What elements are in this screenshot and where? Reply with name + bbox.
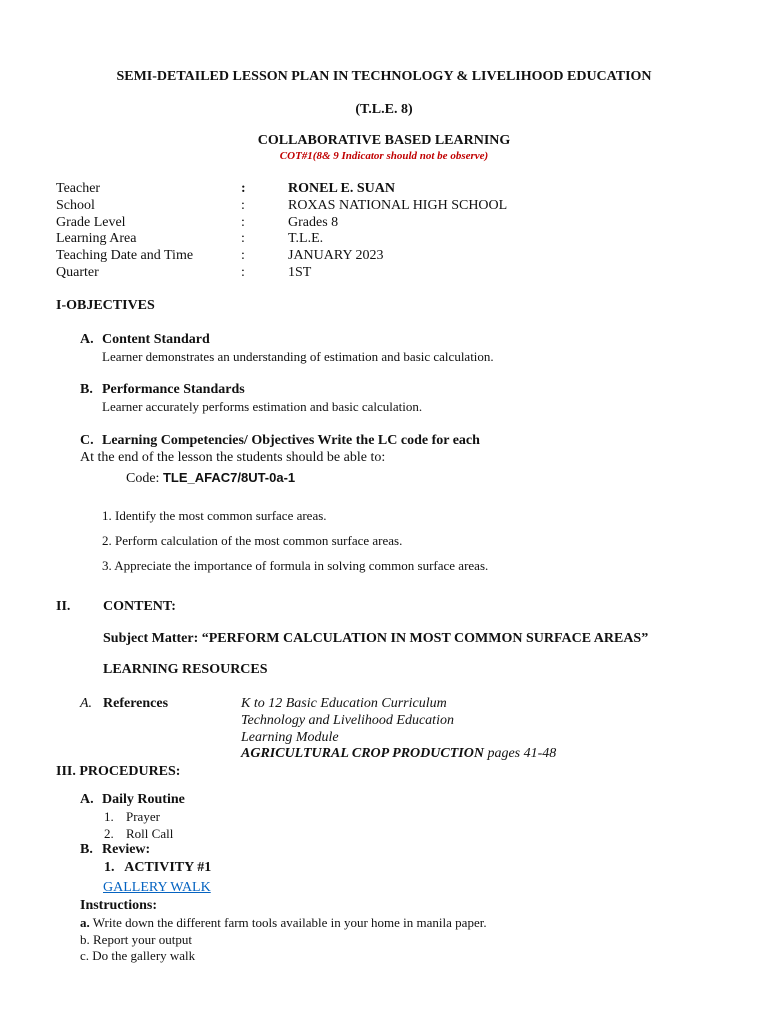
- info-value-area: T.L.E.: [288, 231, 324, 246]
- reference-book-title: AGRICULTURAL CROP PRODUCTION: [241, 746, 484, 761]
- gallery-walk-link[interactable]: GALLERY WALK: [103, 880, 211, 895]
- reference-book: [241, 746, 556, 762]
- routine-number: 1.: [104, 809, 114, 824]
- info-value-date: JANUARY 2023: [288, 248, 384, 263]
- objective-item: 1. Identify the most common surface areas.: [102, 508, 327, 523]
- competencies-intro: At the end of the lesson the students should be able to:: [80, 450, 386, 465]
- list-marker: B.: [80, 842, 93, 857]
- routine-item-prayer: Prayer: [126, 809, 160, 824]
- info-value-school: ROXAS NATIONAL HIGH SCHOOL: [288, 198, 508, 213]
- lc-code: TLE_AFAC7/8UT-0a-1: [162, 470, 296, 485]
- subject-matter-label: Subject Matter:: [103, 631, 199, 646]
- approach-heading: COLLABORATIVE BASED LEARNING: [257, 133, 511, 148]
- list-marker: A.: [80, 696, 93, 711]
- info-label: School: [56, 198, 95, 213]
- objective-item: 2. Perform calculation of the most common surface areas.: [102, 533, 403, 548]
- instruction-item: [80, 915, 487, 931]
- references-label: References: [103, 696, 169, 711]
- info-separator: :: [241, 248, 245, 263]
- content-heading: CONTENT:: [103, 599, 176, 614]
- info-separator: :: [241, 231, 245, 246]
- content-standard-heading: Content Standard: [102, 332, 210, 347]
- review-heading: Review:: [102, 842, 151, 857]
- list-marker: B.: [80, 382, 93, 397]
- list-marker: A.: [80, 332, 94, 347]
- info-separator: :: [241, 265, 245, 280]
- competencies-heading: Learning Competencies/ Objectives Write the LC code for each: [102, 433, 480, 448]
- reference-line: K to 12 Basic Education Curriculum: [241, 696, 447, 711]
- instructions-heading: Instructions:: [80, 898, 158, 913]
- info-separator: :: [241, 198, 245, 213]
- activity-heading: 1. ACTIVITY #1: [104, 860, 212, 875]
- code-row: [126, 470, 295, 487]
- learning-resources-heading: LEARNING RESOURCES: [103, 662, 268, 677]
- document-subtitle: (T.L.E. 8): [355, 102, 413, 117]
- info-label: Teacher: [56, 181, 101, 196]
- content-standard-text: Learner demonstrates an understanding of estimation and basic calculation.: [102, 349, 494, 364]
- info-label: Grade Level: [56, 215, 126, 230]
- reference-line: Technology and Livelihood Education: [241, 713, 454, 728]
- performance-standards-text: Learner accurately performs estimation and basic calculation.: [102, 399, 423, 414]
- instruction-text: Do the gallery walk: [92, 948, 196, 963]
- reference-line: Learning Module: [241, 730, 339, 745]
- list-marker: C.: [80, 433, 94, 448]
- info-label: Learning Area: [56, 231, 137, 246]
- list-marker: A.: [80, 792, 94, 807]
- info-value-grade: Grades 8: [288, 215, 339, 230]
- info-value-quarter: 1ST: [288, 265, 312, 280]
- procedures-heading: III. PROCEDURES:: [56, 764, 181, 779]
- daily-routine-heading: Daily Routine: [102, 792, 185, 807]
- info-separator: :: [241, 181, 246, 196]
- reference-pages: pages 41-48: [487, 746, 557, 761]
- instruction-marker: b.: [80, 932, 90, 947]
- instruction-item: [80, 932, 192, 948]
- info-value-teacher: RONEL E. SUAN: [288, 181, 395, 196]
- info-separator: :: [241, 215, 245, 230]
- performance-standards-heading: Performance Standards: [102, 382, 245, 397]
- subject-matter-value: “PERFORM CALCULATION IN MOST COMMON SURFACE AREAS”: [201, 631, 649, 646]
- instruction-item: [80, 948, 195, 964]
- objective-item: 3. Appreciate the importance of formula in solving common surface areas.: [102, 558, 489, 573]
- section-numeral: II.: [56, 599, 71, 614]
- objectives-heading: I-OBJECTIVES: [56, 298, 155, 313]
- instruction-text: Report your output: [89, 932, 192, 947]
- routine-item-roll-call: Roll Call: [126, 826, 174, 841]
- instruction-text: Write down the different farm tools available in your home in manila paper.: [92, 915, 487, 930]
- instruction-marker: c.: [80, 948, 90, 963]
- routine-number: 2.: [104, 826, 114, 841]
- cot-note: COT#1(8& 9 Indicator should not be observe): [279, 150, 489, 162]
- document-title: SEMI-DETAILED LESSON PLAN IN TECHNOLOGY & LIVELIHOOD EDUCATION: [116, 69, 652, 84]
- info-label: Teaching Date and Time: [56, 248, 194, 263]
- info-label: Quarter: [56, 265, 99, 280]
- instruction-marker: a.: [80, 915, 90, 930]
- subject-matter: [103, 631, 648, 647]
- code-label: Code:: [126, 471, 160, 486]
